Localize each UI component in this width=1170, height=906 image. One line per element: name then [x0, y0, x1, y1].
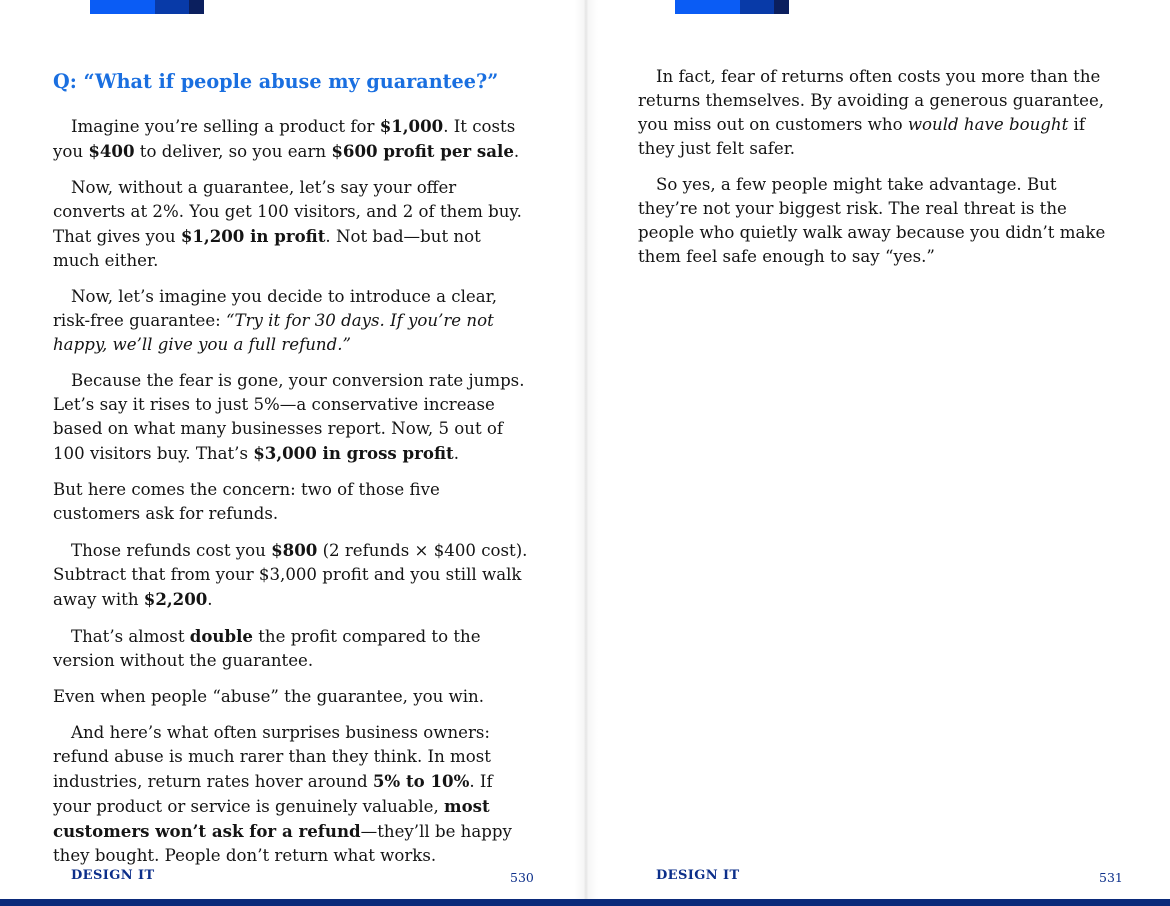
bold-emphasis: $800 — [271, 540, 318, 560]
text-run: —they’ll be happy they bought. People don’t return what works. — [53, 822, 512, 865]
left-page-body — [53, 68, 531, 880]
body-paragraph — [638, 65, 1116, 161]
italic-emphasis: would have bought — [907, 115, 1069, 134]
bold-emphasis: $2,200 — [143, 589, 208, 609]
marker-block-bright — [90, 0, 155, 14]
text-run: Imagine you’re selling a product for — [71, 117, 380, 136]
text-run: Now, let’s imagine you decide to introduce a clear, risk-free guarantee: — [53, 287, 497, 330]
bold-emphasis: double — [189, 626, 253, 646]
left-paragraphs — [53, 114, 531, 868]
body-paragraph — [53, 478, 531, 526]
text-run: Those refunds cost you — [71, 541, 272, 560]
bold-emphasis: $1,000 — [379, 116, 444, 136]
right-page — [586, 0, 1170, 900]
header-color-marker — [675, 0, 789, 14]
body-paragraph — [53, 176, 531, 273]
text-run: And here’s what often surprises business owners: refund abuse is much rarer than they think. In most industries, return rates hover around — [53, 723, 491, 791]
italic-emphasis: “Try it for 30 days. If you’re not happy, we’ll give you a full refund.” — [53, 311, 494, 354]
text-run: . It costs you — [53, 117, 516, 161]
running-footer-title: DESIGN IT — [71, 868, 155, 883]
text-run: if they just felt safer. — [638, 115, 1085, 158]
text-run: Now, without a guarantee, let’s say your offer converts at 2%. You get 100 visitors, and 2 of them buy. That gives you — [53, 178, 522, 246]
text-run: to deliver, so you earn — [134, 142, 332, 161]
text-run: . If your product or service is genuinely valuable, — [53, 772, 493, 816]
bold-emphasis: $3,000 in gross profit — [253, 443, 454, 463]
text-run: . — [207, 590, 213, 609]
text-run: (2 refunds × $400 cost). Subtract that from your $3,000 profit and you still walk away with — [53, 541, 528, 609]
body-paragraph — [53, 285, 531, 357]
body-paragraph — [638, 173, 1116, 269]
bold-emphasis: 5% to 10% — [372, 771, 470, 791]
marker-block-dark — [189, 0, 204, 14]
bottom-bar — [0, 899, 1170, 906]
text-run: Because the fear is gone, your conversion rate jumps. Let’s say it rises to just 5%—a conservative increase based on what many businesses report. Now, 5 out of 100 visitors buy. That’s — [53, 371, 525, 463]
bold-emphasis: $600 profit per sale — [331, 141, 514, 161]
text-run: In fact, fear of returns often costs you more than the returns themselves. By avoiding a generous guarantee, you miss out on customers who — [638, 67, 1105, 134]
page-number: 531 — [1099, 870, 1123, 885]
body-paragraph — [53, 685, 531, 709]
text-run: Even when people “abuse” the guarantee, you win. — [53, 687, 484, 706]
text-run: That’s almost — [71, 627, 190, 646]
text-run: the profit compared to the version without the guarantee. — [53, 627, 481, 670]
body-paragraph — [53, 721, 531, 868]
marker-block-bright — [675, 0, 740, 14]
body-paragraph — [53, 538, 531, 612]
marker-block-mid — [740, 0, 774, 14]
bold-emphasis: $400 — [88, 141, 135, 161]
section-heading: Q: “What if people abuse my guarantee?” — [53, 70, 499, 93]
left-page — [0, 0, 584, 900]
text-run: . — [513, 142, 520, 161]
text-run: . Not bad—but not much either. — [53, 227, 481, 270]
body-paragraph — [53, 369, 531, 466]
bold-emphasis: most customers won’t ask for a refund — [53, 796, 490, 841]
right-page-body — [638, 65, 1116, 281]
header-color-marker — [90, 0, 204, 14]
running-footer-title: DESIGN IT — [656, 868, 740, 883]
body-paragraph — [53, 624, 531, 673]
marker-block-dark — [774, 0, 789, 14]
text-run: So yes, a few people might take advantage. But they’re not your biggest risk. The real threat is the people who quietly walk away because you didn’t make them feel safe enough to say “yes.” — [638, 175, 1106, 266]
text-run: . — [453, 444, 459, 463]
body-paragraph — [53, 114, 531, 164]
bold-emphasis: $1,200 in profit — [180, 226, 326, 246]
right-paragraphs — [638, 65, 1116, 269]
marker-block-mid — [155, 0, 189, 14]
page-number: 530 — [510, 870, 534, 885]
text-run: But here comes the concern: two of those five customers ask for refunds. — [53, 480, 440, 523]
